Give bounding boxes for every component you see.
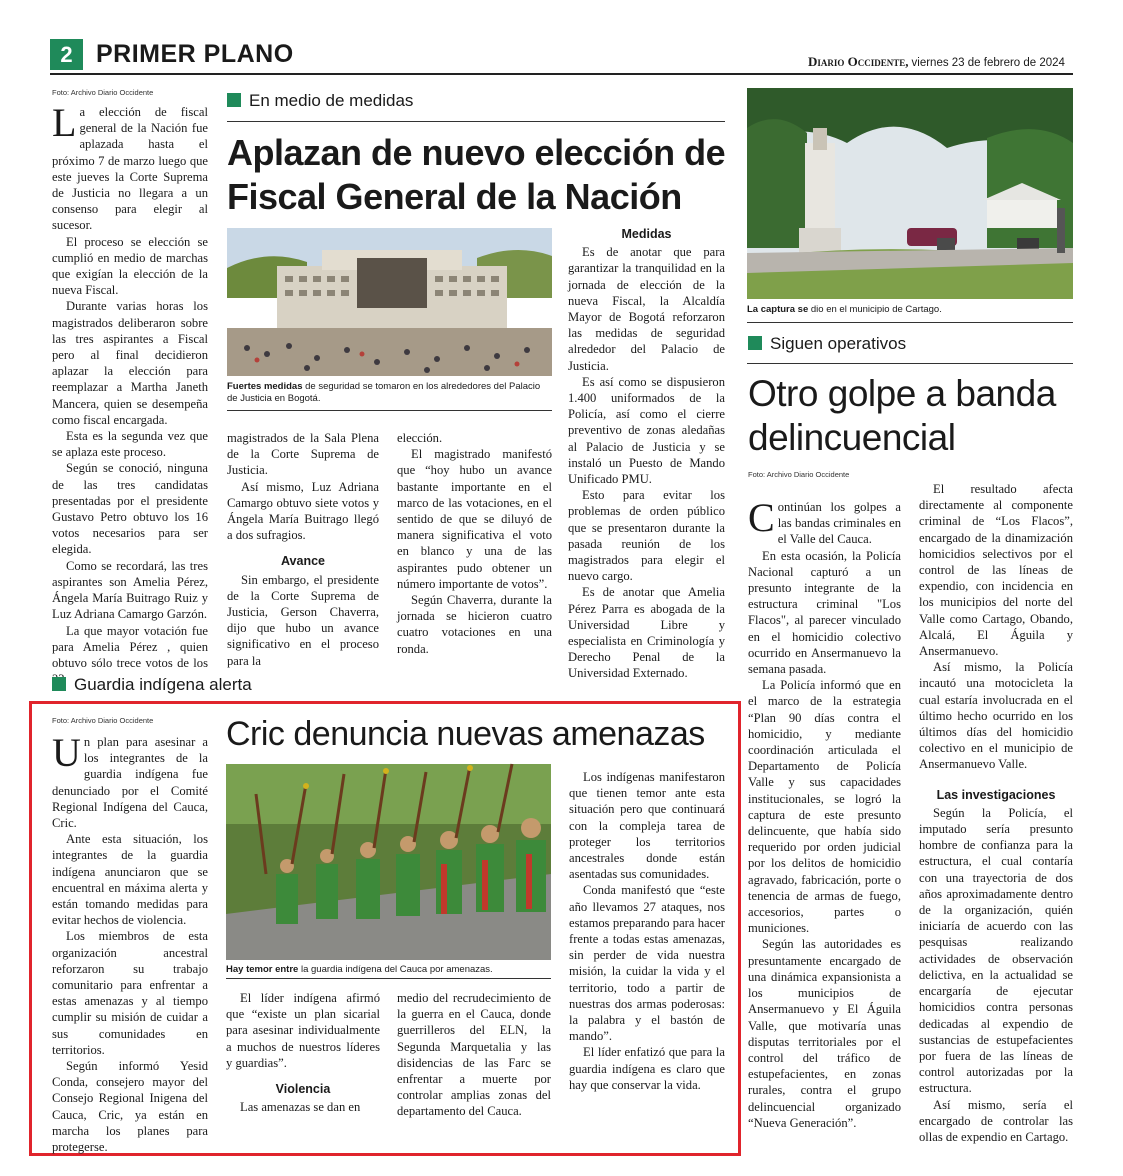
issue-date: viernes 23 de febrero de 2024 (911, 57, 1065, 69)
guardia-kicker: Guardia indígena alerta (52, 675, 252, 695)
fiscal-column-1: magistrados de la Sala Plena de la Corte Suprema de Justicia. Así mismo, Luz Adriana Camargo obtuvo siete votos y Ángela María Buitrago llegó a dos sufragios. Avance Sin embargo, el presidente de la Corte Suprema de Justicia, Gerson Chaverra, dijo que hubo un avance significativo en el proceso para la (227, 431, 379, 668)
drop-cap: U (52, 730, 81, 775)
paragraph: Como se recordará, las tres aspirantes son Amelia Pérez, Ángela María Buitrago Ruiz y Luz Adriana Camargo Garzón. (52, 558, 208, 622)
cartago-caption-rule (747, 322, 1073, 323)
operativos-column-1: Continúan los golpes a las bandas criminales en el Valle del Cauca. En esta ocasión, la Policía Nacional capturó a un presunto integrante de la estructura criminal "Los Flacos", al parecer vinculado en el homicidio colectivo ocurrido en Ansermanuevo la semana pasada. La Policía informó que en el marco de la estrategia “Plan 90 días contra el homicidio, y mediante coordinación articulada el Departamento de Policía Valle y sus capacidades institucionales, se logró la captura de este presunto delincuente, que había sido requerido por orden judicial por los delitos de homicidio agravado, fabricación, porte o tenencia de armas de fuego, accesorios, partes o municiones. Según las autoridades es presuntamente encargado de una dinámica expansionista a los municipios de Ansermanuevo y El Águila Valle, que motivaría unas disputas territoriales por el control del tráfico de estupefacientes, en zonas rurales, contra el grupo delincuencial organizado “Nueva Generación”. (748, 495, 901, 1130)
section-square-icon (52, 677, 66, 691)
subhead-violencia: Violencia (275, 1082, 331, 1097)
guardia-caption-rule (226, 978, 551, 979)
palace-caption: Fuertes medidas de seguridad se tomaron en los alrededores del Palacio de Justicia en Bogotá. (227, 381, 541, 404)
paragraph: Esta es la segunda vez que se aplaza este proceso. (52, 429, 208, 460)
cartago-caption: La captura se dio en el municipio de Cartago. (747, 304, 942, 315)
kicker-rule (227, 121, 725, 122)
cric-right-column: Los indígenas manifestaron que tienen temor ante esta situación pero que continuará con la compleja tarea de proteger los territorios ancestrales donde están asentadas sus comunidades. Conda manifestó que “este año llevamos 27 ataques, nos estamos preparando para hacer frente a todas estas amenazas, sin perder de vida nuestra misión, la cuidar la vida y el territorio, todo a partir de nuestras dos armas poderosas: la palabra y el bastón de mando”. El líder enfatizó que para la guardia indígena es claro que hay que conservar la vida. (569, 770, 725, 1092)
paragraph: La que mayor votación fue para Amelia Pérez , quien obtuvo sólo trece votos de los (52, 623, 208, 670)
cric-column-1: El líder indígena afirmó que “existe un plan sicarial para asesinar individualmente a muchos de nuestros líderes y guardias”. Violencia Las amenazas se dan en (226, 991, 380, 1115)
fiscal-kicker: En medio de medidas (227, 91, 413, 111)
masthead: Diario Occidente, (808, 54, 909, 69)
left-story-column (52, 100, 208, 670)
masthead-date (808, 54, 1065, 70)
photo-credit: Foto: Archivo Diario Occidente (748, 470, 850, 479)
fiscal-headline: Aplazan de nuevo elección de Fiscal General de la Nación (227, 132, 726, 217)
paragraph: a elección de fiscal general de la Nación fue aplazada hasta el próximo 7 de marzo luego que este jueves la Corte Suprema de Justicia no llegara a un consenso para elegir al sucesor. (52, 105, 208, 233)
fiscal-column-3: Medidas Es de anotar que para garantizar la tranquilidad en la jornada de elección de la nueva Fiscal, la Alcaldía Mayor de Bogotá reforzaron las medidas de seguridad alrededor del Palacio de Justicia. Es así como se dispusieron 1.400 uniformados de la Policía, así como el cierre preventivo de zonas aledañas al Palacio de Justicia y se instaló un Puesto de Mando Unificado PMU. Esto para evitar los problemas de orden público que se presentaron durante la pasada reunión de los magistrados para elegir el nuevo cargo. Es de anotar que Amelia Pérez Parra es abogada de la Universidad Libre y especialista en Criminología y Derecho Penal de la Universidad Externado. (568, 227, 725, 681)
page-number-box: 2 (50, 39, 83, 70)
operativos-column-2: El resultado afecta directamente al componente criminal de “Los Flacos”, encargado de la dinamización homicidios selectivos por el control de las líneas de expendio, con incidencia en los municipios del norte del Valle como Cartago, Obando, Alcalá, El Águila y Ansermanuevo. Así mismo, la Policía incautó una motocicleta la cual estaría involucrada en el último hecho ocurrido en los últimos días del homicidio colectivo en el municipio de Ansermanuevo Valle. Las investigaciones Según la Policía, el imputado sería presunto hombre de confianza para la estructura, el cual contaría con una trayectoria de dos años aproximadamente dentro de la organización, quién iniciaría de acuerdo con las pesquisas realizando actividades de observación delictiva, en la actualidad se encargaría de ejecutar homicidios contra personas dedicadas al expendio de sustancias de estupefacientes por fuera de las líneas de control autorizadas por la estructura. Así mismo, sería el encargado de controlar las ollas de expendio en Cartago. (919, 482, 1073, 1144)
cartago-photo (747, 88, 1073, 299)
guardia-photo (226, 764, 551, 960)
caption-rule (227, 410, 552, 411)
header-rule (50, 73, 1073, 75)
subhead-investigaciones: Las investigaciones (936, 787, 1056, 802)
cric-column-2: medio del recrudecimiento de la guerra en el Cauca, donde guerrilleros del ELN, la Segunda Marquetalia y las disidencias de las Farc se enfrentar a muerte por controlar amplias zonas del departamento del Cauca. (397, 991, 551, 1119)
operativos-rule (747, 363, 1073, 364)
cric-headline: Cric denuncia nuevas amenazas (226, 715, 705, 753)
drop-cap: L (52, 100, 77, 145)
section-square-icon (748, 336, 762, 350)
photo-credit: Foto: Archivo Diario Occidente (52, 716, 154, 725)
paragraph: Durante varias horas los magistrados deliberaron sobre las tres aspirantes a Fiscal pero al final decidieron aplazar la elección para reemplazar a Martha Janeth Mancera, quien se desempeña como fiscal encargada. (52, 299, 208, 427)
drop-cap: C (748, 495, 775, 540)
subhead-avance: Avance (280, 554, 325, 569)
operativos-kicker: Siguen operativos (748, 334, 906, 354)
photo-credit: Foto: Archivo Diario Occidente (52, 88, 154, 97)
section-title: PRIMER PLANO (96, 40, 294, 68)
operativos-headline: Otro golpe a banda delincuencial (748, 373, 1056, 458)
section-square-icon (227, 93, 241, 107)
cric-left-column: Un plan para asesinar a los integrantes de la guardia indígena fue denunciado por el Comité Regional Indígena del Cauca, Cric. Ante esta situación, los integrantes de la guardia indígena anunciaron que se encuentral en máxima alerta y están tomando medidas para evitar hechos de violencia. Los miembros de esta organización ancestral reforzaron su trabajo comunitario para enfrentar a estas amenazas y al tiempo cumplir su misión de cuidar a sus comunidades en territorios. Según informó Yesid Conda, consejero mayor del Consejo Regional Inigena del Cauca, Cric, ya están en marcha los planes para protegerse. (52, 730, 208, 1155)
paragraph: El proceso se elección se cumplió en medio de marchas que exigían la elección de la nueva Fiscal. (52, 234, 208, 298)
paragraph: Según se conoció, ninguna de las tres candidatas presentadas por el presidente Gustavo Petro obtuvo los 16 votos necesarios para ser elegida. (52, 461, 208, 557)
palace-photo (227, 228, 552, 376)
fiscal-column-2: elección. El magistrado manifestó que “hoy hubo un avance bastante importante en el marco de las votaciones, en el sentido de que se diluyó de manera significativa el voto en blanco y una de las aspirantes pudo obtener un número importante de votos”. Según Chaverra, durante la jornada se hicieron cuatro cuatro votaciones en una ronda. (397, 431, 552, 656)
guardia-caption: Hay temor entre la guardia indígena del Cauca por amenazas. (226, 964, 493, 975)
subhead-medidas: Medidas (621, 227, 672, 241)
